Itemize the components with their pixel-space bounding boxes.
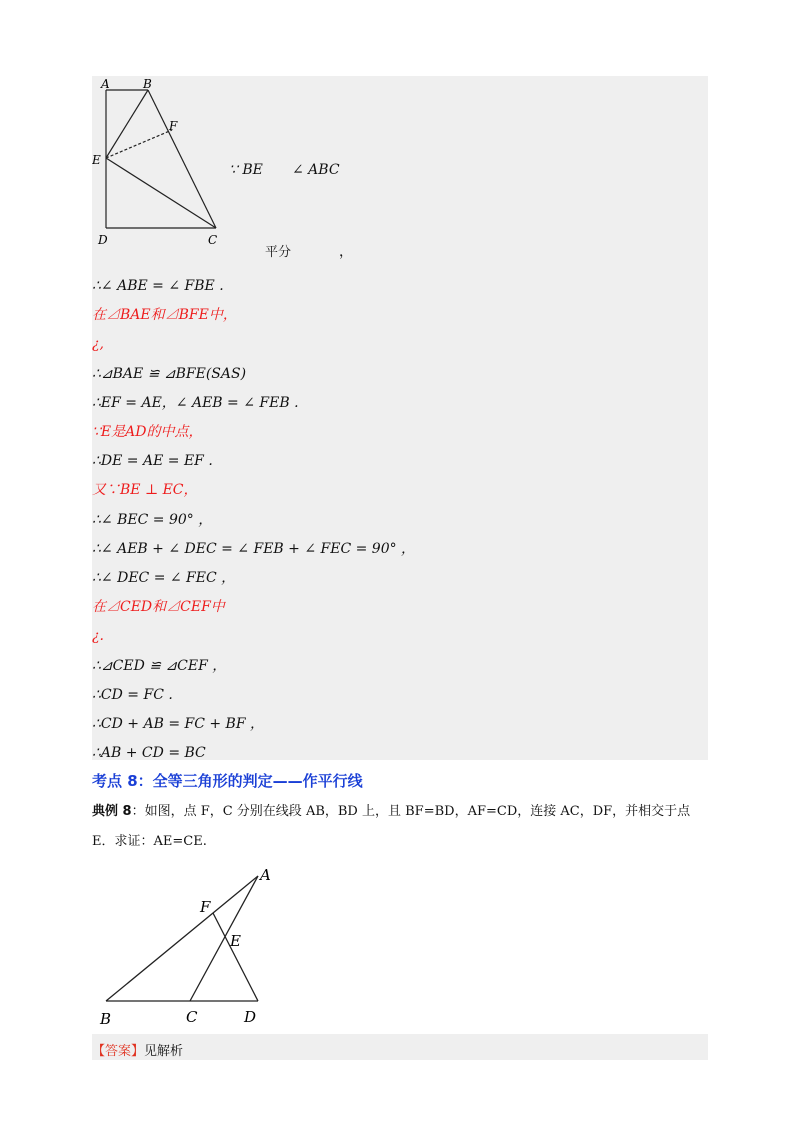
proof-line: ∴∠ BEC = 90° ， [92, 511, 213, 528]
proof-line: ∴⊿BAE ≌ ⊿BFE(SAS) [92, 365, 247, 382]
proof-line: ∴DE = AE = EF . [92, 453, 213, 470]
answer-text: 见解析 [144, 1044, 184, 1059]
proof-line: ∴∠ DEC = ∠ FEC ， [92, 570, 236, 586]
proof-line: ∴AB + CD = BC [92, 745, 206, 762]
example-line1: ：如图，点 F，C 分别在线段 AB，BD 上，且 BF=BD，AF=CD，连接 AC，DF，并相交于点 [131, 804, 691, 819]
section-heading: 考点 8：全等三角形的判定——作平行线 [92, 772, 363, 790]
answer-bar [92, 1034, 708, 1060]
fig2-label-D: D [244, 1008, 257, 1026]
proof-line: ¿. [92, 628, 104, 645]
example-text-2: E．求证：AE=CE. [92, 834, 207, 849]
label-A: A [101, 77, 110, 91]
label-C: C [208, 233, 218, 247]
example-text [92, 797, 712, 827]
proof-line: ∴CD = FC . [92, 686, 173, 703]
side-note-angle: ∠ ABC [292, 162, 340, 178]
figure-1-rectangle-diagram [92, 76, 242, 251]
proof-line: ∴∠ ABE = ∠ FBE . [92, 278, 224, 294]
fig2-label-F: F [200, 898, 211, 916]
side-note-bisect: 平分 [265, 245, 292, 260]
proof-line: ∴∠ AEB + ∠ DEC = ∠ FEB + ∠ FEC = 90° ， [92, 540, 416, 557]
example-label: 典例 8 [92, 804, 132, 819]
figure-2-triangle-diagram [92, 860, 292, 1030]
fig2-label-E: E [230, 932, 241, 950]
proof-line: ∴⊿CED ≌ ⊿CEF ， [92, 657, 227, 674]
proof-line: 又∵BE ⊥ EC， [92, 482, 198, 499]
answer-tag: 【答案】 [92, 1044, 145, 1059]
label-F: F [169, 119, 178, 133]
answer-line [92, 1040, 183, 1059]
proof-line: ¿, [92, 336, 104, 353]
fig2-label-A: A [260, 866, 271, 884]
proof-line: 在⊿CED和⊿CEF中 [92, 599, 225, 616]
label-E: E [92, 153, 101, 167]
label-B: B [143, 77, 152, 91]
proof-line: ∵E是AD的中点， [92, 424, 203, 440]
proof-line: ∴CD + AB = FC + BF ， [92, 716, 265, 732]
side-note-because: ∵ BE [229, 162, 263, 178]
proof-line: 在⊿BAE和⊿BFE中， [92, 307, 237, 324]
side-note-comma: ， [339, 244, 353, 260]
fig2-label-B: B [100, 1010, 112, 1028]
label-D: D [98, 233, 108, 247]
fig2-label-C: C [186, 1008, 198, 1026]
proof-line: ∴EF = AE，∠ AEB = ∠ FEB . [92, 394, 299, 411]
